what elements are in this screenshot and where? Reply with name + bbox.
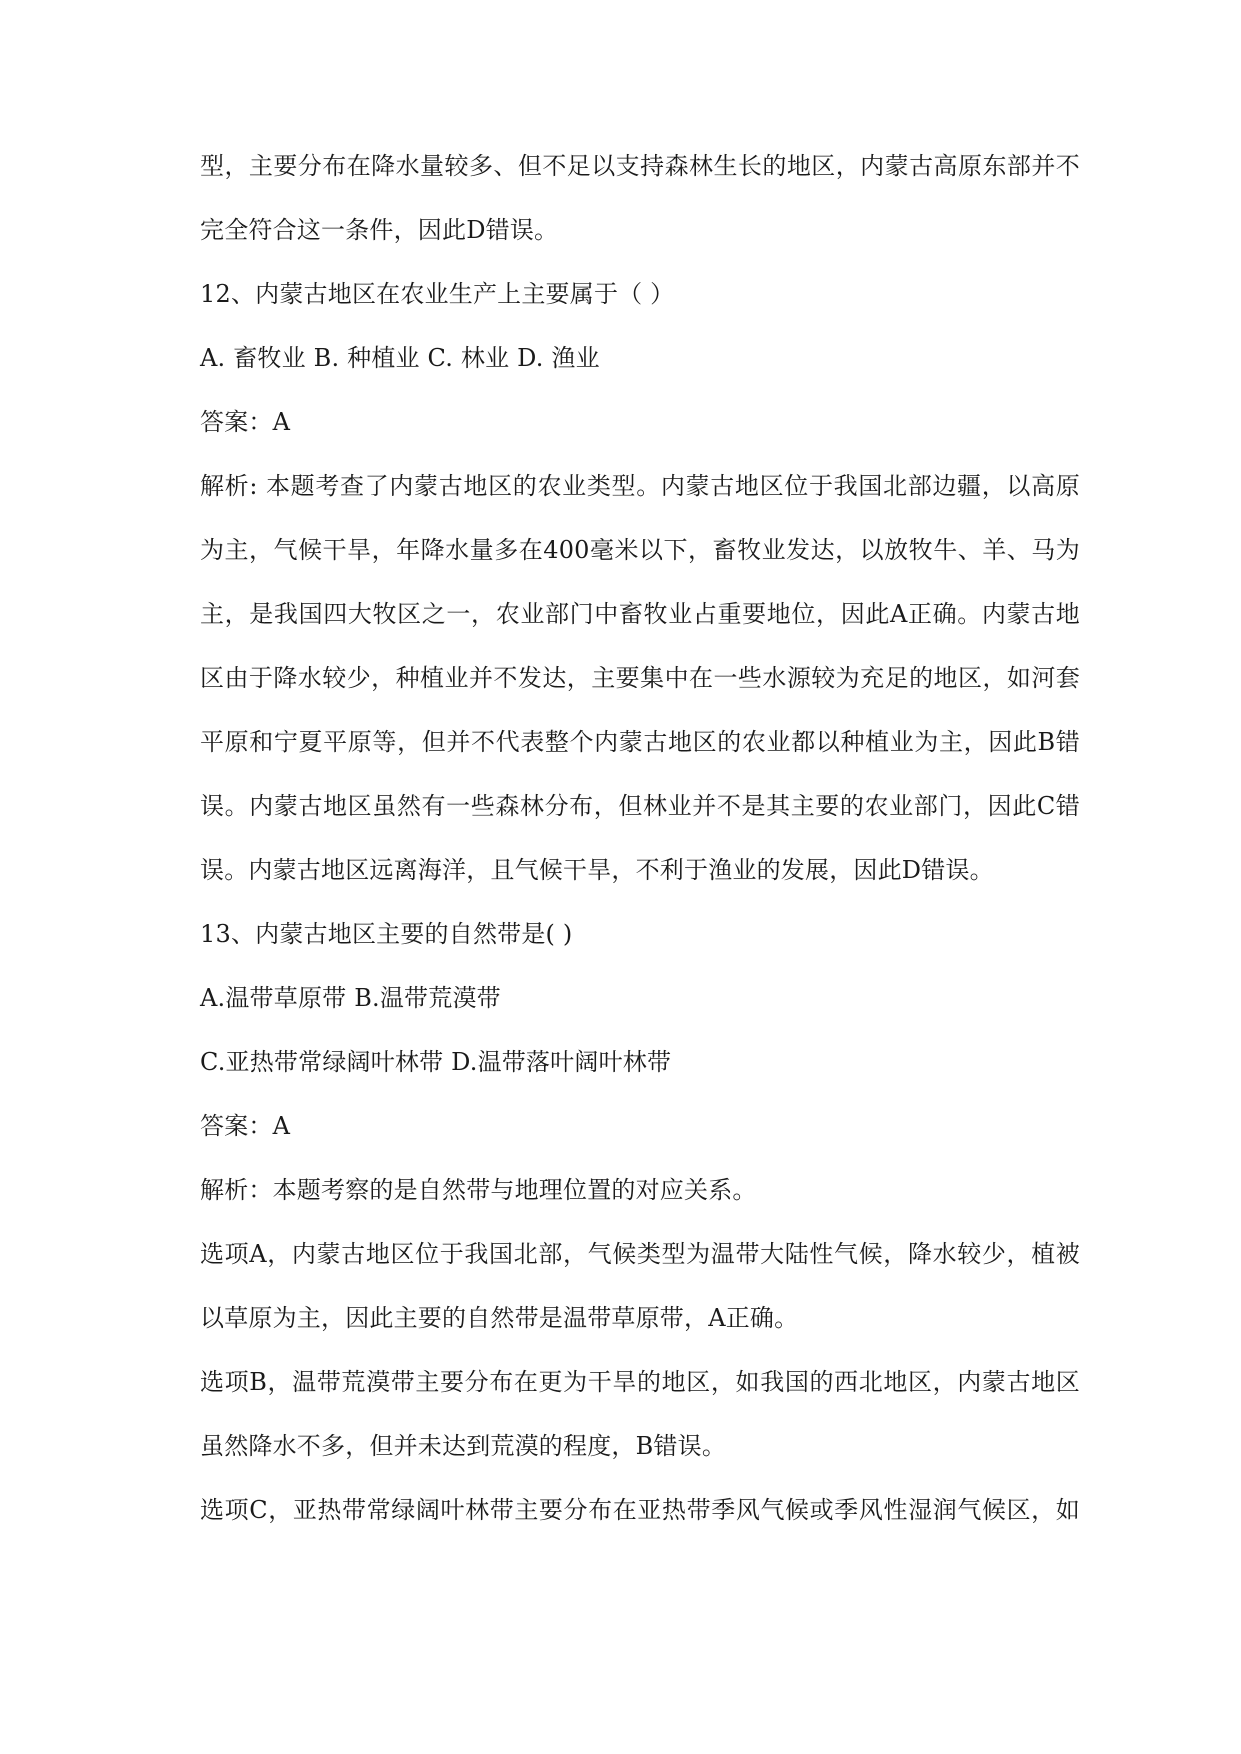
text-line: 选项A，内蒙古地区位于我国北部，气候类型为温带大陆性气候，降水较少，植被: [200, 1240, 1080, 1268]
question-13-title: 13、内蒙古地区主要的自然带是( ): [200, 920, 573, 948]
text-line: 为主，气候干旱，年降水量多在400毫米以下，畜牧业发达，以放牧牛、羊、马为: [200, 536, 1080, 564]
text-line: 完全符合这一条件，因此D错误。: [200, 216, 559, 244]
question-13-options-cd: C.亚热带常绿阔叶林带 D.温带落叶阔叶林带: [200, 1048, 672, 1076]
text-line: 选项B，温带荒漠带主要分布在更为干旱的地区，如我国的西北地区，内蒙古地区: [200, 1368, 1080, 1396]
text-line: 误。内蒙古地区远离海洋，且气候干旱，不利于渔业的发展，因此D错误。: [200, 856, 994, 884]
text-line: 平原和宁夏平原等，但并不代表整个内蒙古地区的农业都以种植业为主，因此B错: [200, 728, 1080, 756]
text-line: 解析：本题考察的是自然带与地理位置的对应关系。: [200, 1176, 757, 1204]
question-12-title: 12、内蒙古地区在农业生产上主要属于（ ）: [200, 280, 675, 308]
text-line: 以草原为主，因此主要的自然带是温带草原带，A正确。: [200, 1304, 799, 1332]
question-13-options-ab: A.温带草原带 B.温带荒漠带: [200, 984, 501, 1012]
text-line: 型，主要分布在降水量较多、但不足以支持森林生长的地区，内蒙古高原东部并不: [200, 152, 1080, 180]
text-line: 选项C，亚热带常绿阔叶林带主要分布在亚热带季风气候或季风性湿润气候区，如: [200, 1496, 1080, 1524]
text-line: 误。内蒙古地区虽然有一些森林分布，但林业并不是其主要的农业部门，因此C错: [200, 792, 1080, 820]
text-line: 解析: 本题考查了内蒙古地区的农业类型。内蒙古地区位于我国北部边疆，以高原: [200, 472, 1080, 500]
question-13-answer: 答案：A: [200, 1112, 291, 1140]
question-12-options: A. 畜牧业 B. 种植业 C. 林业 D. 渔业: [200, 344, 600, 372]
text-line: 主，是我国四大牧区之一，农业部门中畜牧业占重要地位，因此A正确。内蒙古地: [200, 600, 1080, 628]
text-line: 虽然降水不多，但并未达到荒漠的程度，B错误。: [200, 1432, 727, 1460]
text-line: 区由于降水较少，种植业并不发达，主要集中在一些水源较为充足的地区，如河套: [200, 664, 1080, 692]
question-12-answer: 答案：A: [200, 408, 291, 436]
